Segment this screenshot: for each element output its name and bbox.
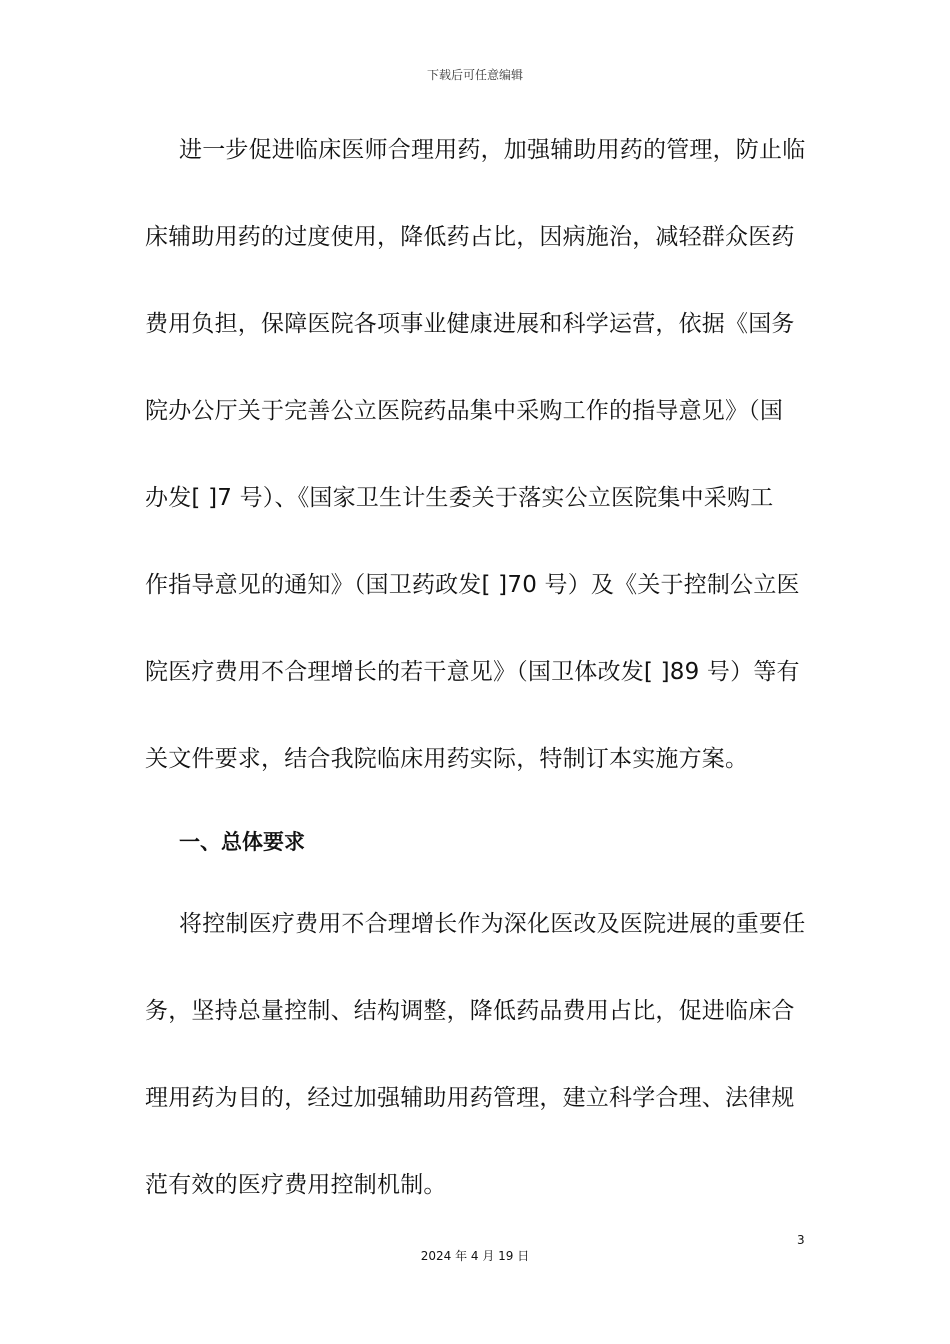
paragraph-line: 院医疗费用不合理增长的若干意见》（国卫体改发[ ]89 号）等有	[145, 659, 800, 685]
paragraph-line: 理用药为目的，经过加强辅助用药管理，建立科学合理、法律规	[145, 1085, 795, 1111]
page-footer-date: 2024 年 4 月 19 日	[420, 1249, 530, 1263]
page-header: 下载后可任意编辑	[426, 68, 523, 82]
paragraph-2	[145, 881, 807, 1229]
paragraph-1	[145, 107, 807, 803]
paragraph-line: 将控制医疗费用不合理增长作为深化医改及医院进展的重要任	[179, 911, 806, 937]
section-heading: 一、总体要求	[179, 830, 305, 854]
paragraph-line: 办发[ ]7 号）、《国家卫生计生委关于落实公立医院集中采购工	[145, 485, 774, 511]
paragraph-line: 院办公厅关于完善公立医院药品集中采购工作的指导意见》（国	[145, 398, 784, 424]
paragraph-line: 作指导意见的通知》（国卫药政发[ ]70 号）及《关于控制公立医	[145, 572, 800, 598]
paragraph-line: 床辅助用药的过度使用，降低药占比，因病施治，减轻群众医药	[145, 224, 795, 250]
paragraph-line: 费用负担，保障医院各项事业健康进展和科学运营，依据《国务	[145, 311, 795, 337]
page-number: 3	[797, 1233, 805, 1247]
paragraph-line: 务，坚持总量控制、结构调整，降低药品费用占比，促进临床合	[145, 998, 795, 1024]
document-body	[145, 107, 807, 1229]
paragraph-line: 范有效的医疗费用控制机制。	[145, 1172, 447, 1198]
paragraph-line: 关文件要求，结合我院临床用药实际，特制订本实施方案。	[145, 746, 749, 772]
paragraph-line: 进一步促进临床医师合理用药，加强辅助用药的管理，防止临	[179, 137, 806, 163]
